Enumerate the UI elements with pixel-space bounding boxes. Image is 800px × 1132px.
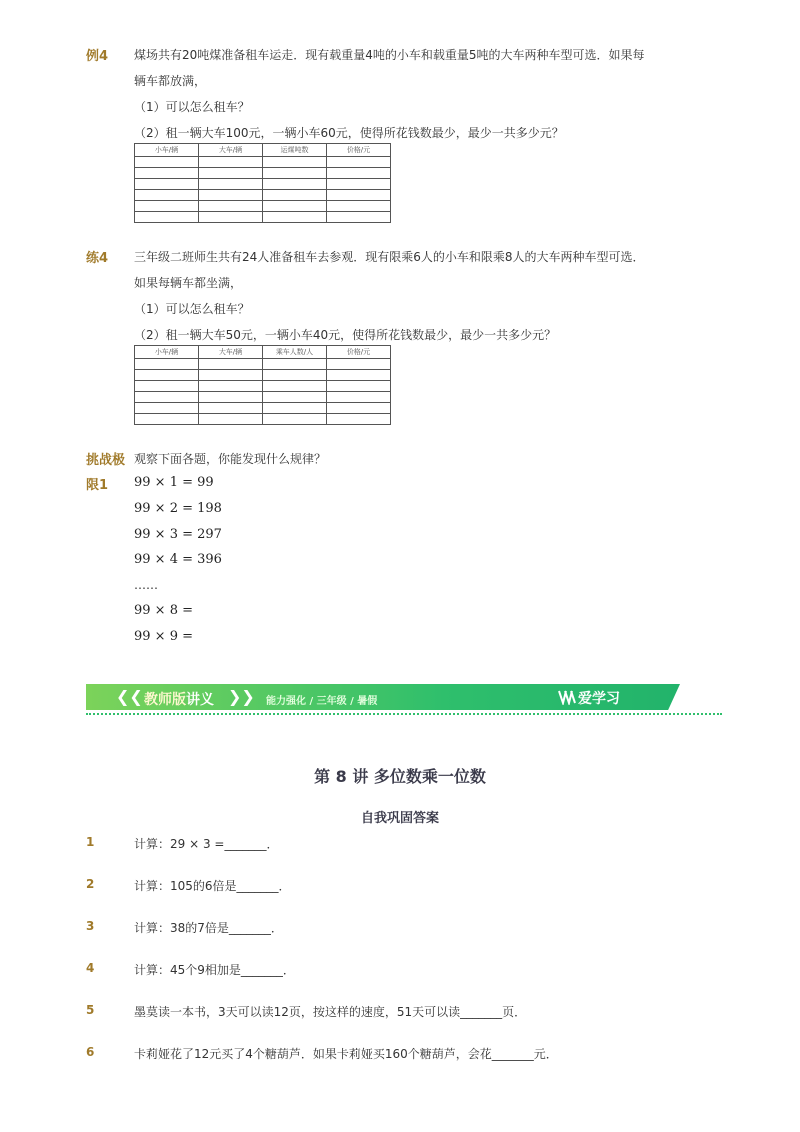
table-header: 价格/元 [327,346,391,359]
practice-4-question-2: （2）租一辆大车50元，一辆小车40元，使得所花钱数最少，最少一共多少元？ [134,328,557,342]
table-row [135,359,391,370]
practice-4-line2: 如果每辆车都坐满， [134,276,243,290]
item-number: 6 [86,1045,95,1059]
table-header: 大车/辆 [199,346,263,359]
table-row [135,190,391,201]
example-4-question-2: （2）租一辆大车100元，一辆小车60元，使得所花钱数最少，最少一共多少元？ [134,126,564,140]
table-header: 小车/辆 [135,144,199,157]
equation-8: 99 × 8 = [134,603,193,618]
example-4-question-1: （1）可以怎么租车？ [134,100,250,114]
practice-4-question-1: （1）可以怎么租车？ [134,302,250,316]
equation-4: 99 × 4 = 396 [134,552,222,567]
challenge-prompt: 观察下面各题，你能发现什么规律？ [134,452,327,466]
table-row [135,403,391,414]
example-4-line1: 煤场共有20吨煤准备租车运走．现有载重量4吨的小车和载重量5吨的大车两种车型可选．如果每 [134,48,645,62]
table-header: 乘车人数/人 [263,346,327,359]
challenge-label-line2: 限1 [86,478,109,493]
table-header: 价格/元 [327,144,391,157]
chevron-left-icon: ❮❮ [116,687,143,706]
example-4-line2: 辆车都放满， [134,74,207,88]
equation-2: 99 × 2 = 198 [134,501,222,516]
practice-4-label: 练4 [86,251,109,266]
ellipsis: …… [134,578,158,592]
table-row [135,157,391,168]
page-title: 第 8 讲 多位数乘一位数 [314,767,486,786]
table-header: 运煤吨数 [263,144,327,157]
banner-title-a: 教师版 [144,692,186,708]
chevron-right-icon: ❯❯ [228,687,255,706]
table-header: 小车/辆 [135,346,199,359]
equation-9: 99 × 9 = [134,629,193,644]
dotted-divider [86,713,722,715]
list-item: 墨莫读一本书，3天可以读12页，按这样的速度，51天可以读_______页． [134,1005,527,1019]
table-row [135,179,391,190]
banner-title [144,689,214,709]
list-item: 卡莉娅花了12元买了4个糖葫芦．如果卡莉娅买160个糖葫芦，会花_______元． [134,1047,558,1061]
practice-4-table [134,345,391,425]
example-4-label: 例4 [86,49,109,64]
list-item: 计算：45个9相加是_______． [134,963,295,977]
table-row [135,201,391,212]
table-row [135,168,391,179]
list-item: 计算：105的6倍是_______． [134,879,291,893]
banner-subtitle: 能力强化 / 三年级 / 暑假 [266,696,378,707]
list-item: 计算：29 × 3 =_______． [134,837,279,851]
item-number: 2 [86,877,95,891]
item-number: 1 [86,835,95,849]
item-number: 5 [86,1003,95,1017]
equation-1: 99 × 1 = 99 [134,475,214,490]
table-row [135,370,391,381]
item-number: 3 [86,919,95,933]
logo-icon [558,689,576,705]
equation-3: 99 × 3 = 297 [134,527,222,542]
table-row [135,392,391,403]
example-4-table [134,143,391,223]
banner-title-b: 讲义 [186,692,214,708]
page-subtitle: 自我巩固答案 [360,811,439,826]
table-row [135,381,391,392]
practice-4-line1: 三年级二班师生共有24人准备租车去参观．现有限乘6人的小车和限乘8人的大车两种车型可选． [134,250,645,264]
item-number: 4 [86,961,95,975]
page-banner [86,684,680,710]
brand-logo-text: 爱学习 [578,691,620,707]
table-row [135,212,391,223]
challenge-label-line1: 挑战极 [86,453,126,468]
list-item: 计算：38的7倍是_______． [134,921,283,935]
table-row [135,414,391,425]
table-header: 大车/辆 [199,144,263,157]
